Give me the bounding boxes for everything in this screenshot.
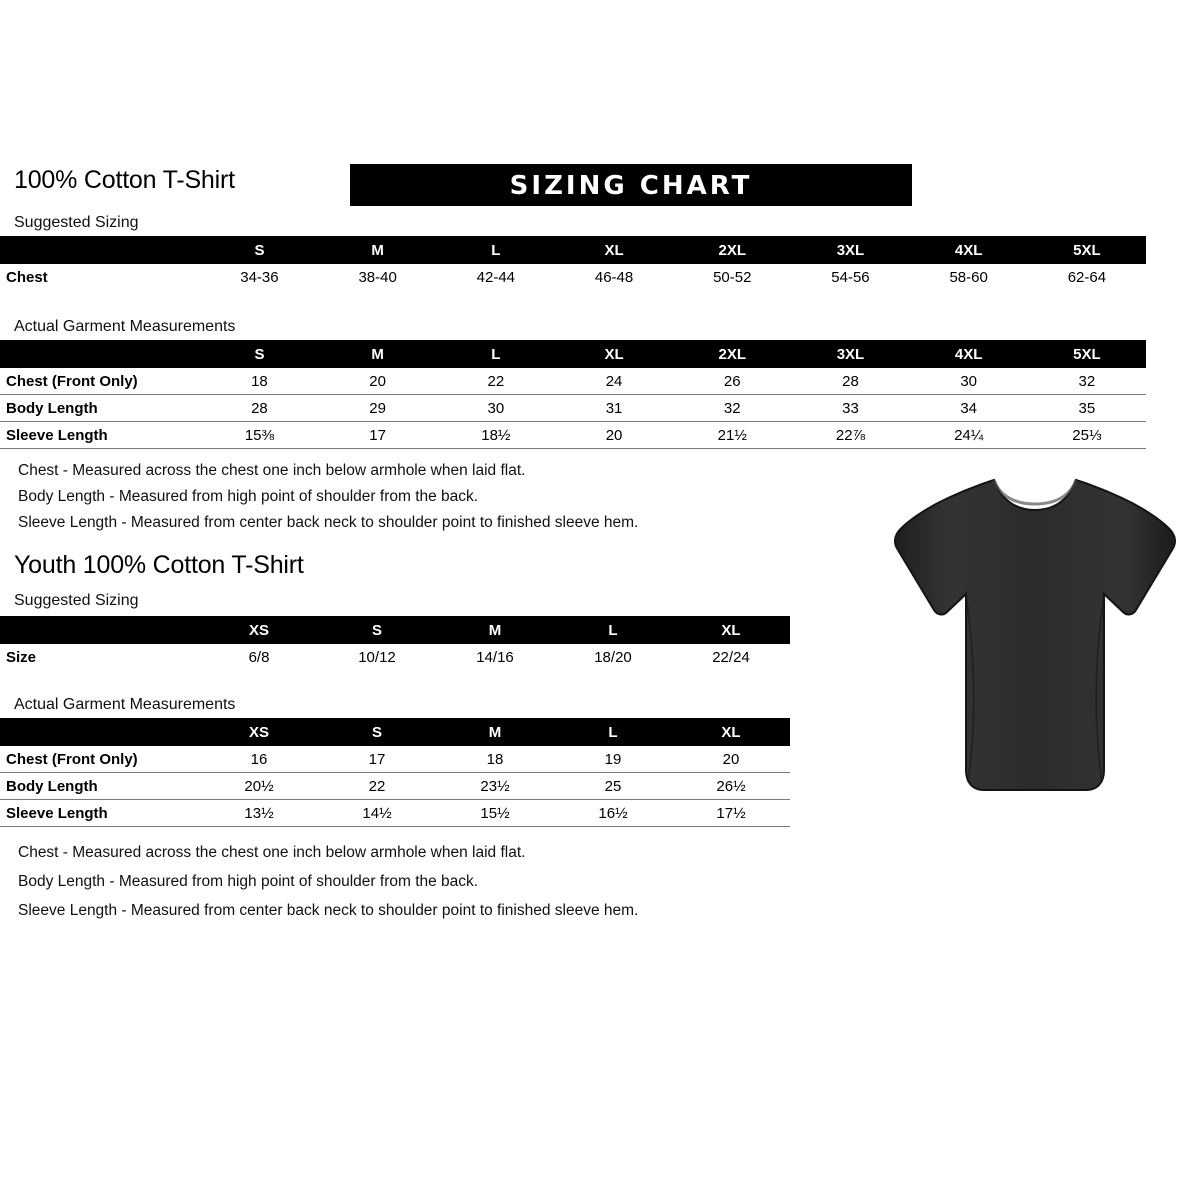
col-header: L [437,236,555,264]
cell: 18 [436,746,554,773]
table-row [0,644,790,670]
cell: 42-44 [476,268,516,286]
col-header [0,718,200,746]
cell: 32 [673,395,791,422]
table-row [0,395,1146,422]
col-header: XL [672,616,790,644]
cell: 20 [555,422,673,449]
youth-suggested-sizing-table [0,616,790,670]
adult-header-row [14,164,1194,208]
cell: 20½ [200,773,318,800]
cell: 22 [318,773,436,800]
tshirt-product-image [890,470,1180,815]
youth-title: Youth 100% Cotton T-Shirt [14,551,304,579]
cell: 34 [910,395,1028,422]
cell: 29 [319,395,437,422]
cell: 62-64 [1067,268,1107,286]
adult-suggested-sizing-table [0,236,1146,290]
row-label: Chest (Front Only) [0,368,200,395]
cell: 17½ [672,800,790,827]
cell: 16½ [554,800,672,827]
youth-note-body-length: Body Length - Measured from high point of shoulder from the back. [18,873,479,890]
cell: 10/12 [358,648,396,666]
table-row [0,746,790,773]
cell: 54-56 [831,268,870,286]
table-header-row [0,236,1146,264]
adult-actual-measurements-label: Actual Garment Measurements [14,318,236,335]
col-header: S [200,236,318,264]
adult-note-body-length: Body Length - Measured from high point of shoulder from the back. [18,488,479,505]
cell: 34-36 [240,268,279,286]
row-label: Body Length [0,395,200,422]
cell: 18½ [437,422,555,449]
col-header: M [319,340,437,368]
cell: 30 [437,395,555,422]
col-header: XL [555,236,673,264]
cell: 26½ [672,773,790,800]
table-row [0,368,1146,395]
cell: 31 [555,395,673,422]
table-header-row [0,616,790,644]
cell: 20 [672,746,790,773]
cell: 21½ [673,422,791,449]
col-header: 2XL [673,340,791,368]
col-header [0,236,200,264]
cell: 15½ [436,800,554,827]
col-header: 5XL [1028,340,1146,368]
youth-note-chest: Chest - Measured across the chest one inch below armhole when laid flat. [18,844,526,861]
cell: 25 [554,773,672,800]
cell: 26 [673,368,791,395]
cell: 15⅜ [200,422,318,449]
cell: 23½ [436,773,554,800]
table-row [0,773,790,800]
cell: 38-40 [358,268,397,286]
col-header: 4XL [910,236,1028,264]
table-row [0,800,790,827]
table-header-row [0,340,1146,368]
table-row [0,422,1146,449]
adult-actual-measurements-table [0,340,1146,449]
col-header [0,340,200,368]
cell: 22⅞ [791,422,909,449]
col-header: S [318,616,436,644]
adult-note-sleeve-length: Sleeve Length - Measured from center back neck to shoulder point to finished sleeve hem. [18,514,639,531]
cell: 16 [200,746,318,773]
col-header [0,616,200,644]
table-row [0,264,1146,290]
row-label: Chest (Front Only) [0,746,200,773]
cell: 6/8 [248,648,270,666]
col-header: L [554,718,672,746]
cell: 14/16 [476,648,514,666]
youth-actual-measurements-label: Actual Garment Measurements [14,696,236,713]
cell: 32 [1028,368,1146,395]
col-header: 2XL [673,236,791,264]
table-header-row [0,718,790,746]
col-header: L [554,616,672,644]
youth-actual-measurements-table [0,718,790,827]
col-header: 5XL [1028,236,1146,264]
cell: 35 [1028,395,1146,422]
adult-title: 100% Cotton T-Shirt [14,166,235,194]
cell: 18/20 [594,648,632,666]
adult-suggested-sizing-label: Suggested Sizing [14,214,139,231]
cell: 30 [910,368,1028,395]
col-header: 4XL [910,340,1028,368]
col-header: M [319,236,437,264]
cell: 46-48 [594,268,634,286]
cell: 58-60 [949,268,988,286]
col-header: XS [200,616,318,644]
cell: 24 [555,368,673,395]
col-header: 3XL [791,340,909,368]
cell: 13½ [200,800,318,827]
row-label: Sleeve Length [0,800,200,827]
tshirt-icon [890,470,1180,815]
cell: 22/24 [712,648,750,666]
cell: 28 [200,395,318,422]
col-header: XL [672,718,790,746]
col-header: M [436,616,554,644]
cell: 18 [200,368,318,395]
cell: 22 [437,368,555,395]
youth-note-sleeve-length: Sleeve Length - Measured from center back neck to shoulder point to finished sleeve hem. [18,902,639,919]
cell: 50-52 [713,268,752,286]
cell: 33 [791,395,909,422]
cell: 17 [319,422,437,449]
cell: 28 [791,368,909,395]
col-header: M [436,718,554,746]
row-label: Sleeve Length [0,422,200,449]
row-label: Body Length [0,773,200,800]
col-header: S [318,718,436,746]
cell: 14½ [318,800,436,827]
sizing-chart-banner-label: SIZING CHART [509,171,753,201]
cell: 17 [318,746,436,773]
col-header: XS [200,718,318,746]
cell: 24¼ [910,422,1028,449]
col-header: 3XL [791,236,909,264]
adult-note-chest: Chest - Measured across the chest one inch below armhole when laid flat. [18,462,526,479]
youth-suggested-sizing-label: Suggested Sizing [14,592,139,609]
cell: 20 [319,368,437,395]
cell: 25⅓ [1028,422,1146,449]
row-label: Chest [6,268,48,286]
sizing-chart-banner [350,164,912,206]
col-header: XL [555,340,673,368]
col-header: L [437,340,555,368]
col-header: S [200,340,318,368]
row-label: Size [6,648,37,666]
cell: 19 [554,746,672,773]
